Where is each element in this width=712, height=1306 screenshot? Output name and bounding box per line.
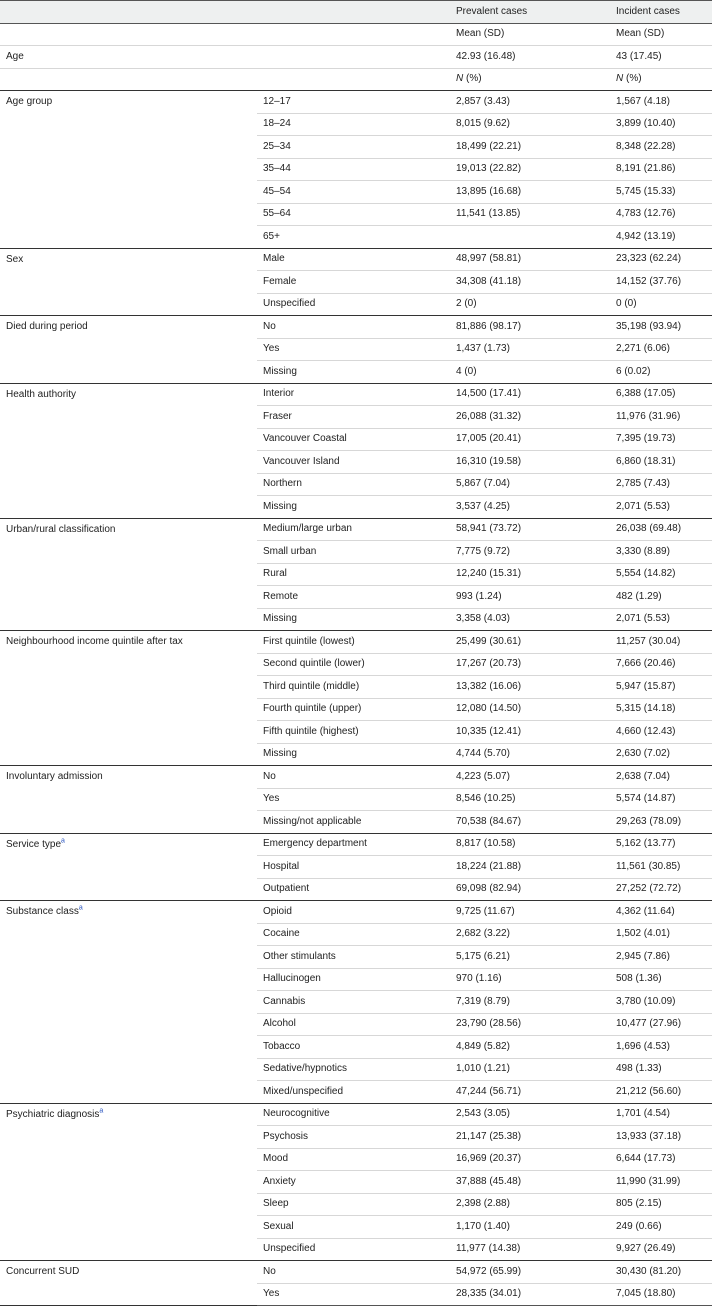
- incident-cell: [610, 68, 712, 91]
- incident-cell: 13,933 (37.18): [610, 1126, 712, 1149]
- subgroup-label: Vancouver Island: [257, 451, 450, 474]
- prevalent-cell: 16,310 (19.58): [450, 451, 610, 474]
- table-row: [0, 383, 712, 406]
- subgroup-label: Small urban: [257, 541, 450, 564]
- prevalent-cell: 42.93 (16.48): [450, 46, 610, 69]
- subgroup-label: First quintile (lowest): [257, 631, 450, 654]
- prevalent-cell: 47,244 (56.71): [450, 1081, 610, 1104]
- subgroup-label: Emergency department: [257, 833, 450, 856]
- incident-cell: 5,554 (14.82): [610, 563, 712, 586]
- subgroup-label: Second quintile (lower): [257, 653, 450, 676]
- table-row: [0, 901, 712, 924]
- subgroup-label: Neurocognitive: [257, 1103, 450, 1126]
- incident-cell: 2,638 (7.04): [610, 766, 712, 789]
- subgroup-label: 65+: [257, 226, 450, 249]
- incident-cell: 2,271 (6.06): [610, 338, 712, 361]
- prevalent-cell: 10,335 (12.41): [450, 721, 610, 744]
- subgroup-label: Yes: [257, 1283, 450, 1306]
- prevalent-cell: 23,790 (28.56): [450, 1013, 610, 1036]
- subgroup-label: Interior: [257, 383, 450, 406]
- pct-label: (%): [463, 73, 482, 85]
- incident-cell: 11,990 (31.99): [610, 1171, 712, 1194]
- incident-cell: 498 (1.33): [610, 1058, 712, 1081]
- prevalent-cell: 25,499 (30.61): [450, 631, 610, 654]
- subgroup-label: Cannabis: [257, 991, 450, 1014]
- group-label-text: Involuntary admission: [6, 771, 103, 782]
- subgroup-label: Yes: [257, 338, 450, 361]
- incident-cell: 26,038 (69.48): [610, 518, 712, 541]
- subgroup-label: 25–34: [257, 136, 450, 159]
- prevalent-cell: 26,088 (31.32): [450, 406, 610, 429]
- incident-cell: 6,644 (17.73): [610, 1148, 712, 1171]
- prevalent-cell: 12,240 (15.31): [450, 563, 610, 586]
- prevalent-cell: 993 (1.24): [450, 586, 610, 609]
- subgroup-label: Outpatient: [257, 878, 450, 901]
- header-prevalent: Prevalent cases: [450, 1, 610, 24]
- prevalent-cell: 17,005 (20.41): [450, 428, 610, 451]
- subgroup-label: Third quintile (middle): [257, 676, 450, 699]
- group-label: [0, 1103, 257, 1261]
- prevalent-cell: 13,895 (16.68): [450, 181, 610, 204]
- prevalent-cell: 970 (1.16): [450, 968, 610, 991]
- subgroup-label: Opioid: [257, 901, 450, 924]
- subgroup-label: No: [257, 1261, 450, 1284]
- table-row: [0, 91, 712, 114]
- subgroup-label: Hallucinogen: [257, 968, 450, 991]
- incident-cell: 5,315 (14.18): [610, 698, 712, 721]
- subgroup-label: Psychosis: [257, 1126, 450, 1149]
- prevalent-cell: [450, 226, 610, 249]
- subgroup-label: Missing: [257, 496, 450, 519]
- incident-cell: 5,947 (15.87): [610, 676, 712, 699]
- subgroup-label: Rural: [257, 563, 450, 586]
- footnote-marker: a: [61, 837, 65, 845]
- prevalent-cell: 8,546 (10.25): [450, 788, 610, 811]
- subgroup-label: Sexual: [257, 1216, 450, 1239]
- subgroup-label: 55–64: [257, 203, 450, 226]
- group-label-text: Substance class: [6, 906, 79, 917]
- row-sub: [257, 46, 450, 69]
- subgroup-label: Cocaine: [257, 923, 450, 946]
- prevalent-cell: 37,888 (45.48): [450, 1171, 610, 1194]
- prevalent-cell: 34,308 (41.18): [450, 271, 610, 294]
- subgroup-label: Female: [257, 271, 450, 294]
- incident-cell: 11,561 (30.85): [610, 856, 712, 879]
- subgroup-label: 45–54: [257, 181, 450, 204]
- incident-cell: 2,630 (7.02): [610, 743, 712, 766]
- incident-cell: 249 (0.66): [610, 1216, 712, 1239]
- table-row: [0, 833, 712, 856]
- subgroup-label: Fifth quintile (highest): [257, 721, 450, 744]
- subgroup-label: Other stimulants: [257, 946, 450, 969]
- group-label-text: Sex: [6, 253, 24, 265]
- pct-label: (%): [623, 73, 642, 85]
- incident-cell: 10,477 (27.96): [610, 1013, 712, 1036]
- prevalent-cell: 70,538 (84.67): [450, 811, 610, 834]
- incident-cell: 6,860 (18.31): [610, 451, 712, 474]
- prevalent-cell: 18,224 (21.88): [450, 856, 610, 879]
- table-row: [0, 1103, 712, 1126]
- incident-cell: 4,660 (12.43): [610, 721, 712, 744]
- incident-cell: 5,574 (14.87): [610, 788, 712, 811]
- prevalent-cell: 7,775 (9.72): [450, 541, 610, 564]
- row-label: [0, 23, 257, 46]
- prevalent-cell: 7,319 (8.79): [450, 991, 610, 1014]
- incident-cell: 14,152 (37.76): [610, 271, 712, 294]
- prevalent-cell: 5,175 (6.21): [450, 946, 610, 969]
- table-row: [0, 631, 712, 654]
- subgroup-label: Yes: [257, 788, 450, 811]
- incident-cell: 21,212 (56.60): [610, 1081, 712, 1104]
- incident-cell: 1,696 (4.53): [610, 1036, 712, 1059]
- prevalent-cell: 11,541 (13.85): [450, 203, 610, 226]
- prevalent-cell: 2,398 (2.88): [450, 1193, 610, 1216]
- prevalent-cell: [450, 68, 610, 91]
- prevalent-cell: 5,867 (7.04): [450, 473, 610, 496]
- incident-cell: 4,362 (11.64): [610, 901, 712, 924]
- subgroup-label: Missing: [257, 608, 450, 631]
- n-label: N: [456, 73, 464, 85]
- subgroup-label: Fraser: [257, 406, 450, 429]
- subgroup-label: Remote: [257, 586, 450, 609]
- incident-cell: 1,567 (4.18): [610, 91, 712, 114]
- subgroup-label: Northern: [257, 473, 450, 496]
- group-label: [0, 766, 257, 834]
- prevalent-cell: 54,972 (65.99): [450, 1261, 610, 1284]
- prevalent-cell: 8,015 (9.62): [450, 113, 610, 136]
- group-label: [0, 1261, 257, 1306]
- group-label: [0, 248, 257, 316]
- incident-cell: 6 (0.02): [610, 361, 712, 384]
- prevalent-cell: 14,500 (17.41): [450, 383, 610, 406]
- header-incident: Incident cases: [610, 1, 712, 24]
- prevalent-cell: 2,543 (3.05): [450, 1103, 610, 1126]
- prevalent-cell: Mean (SD): [450, 23, 610, 46]
- table-row: [0, 23, 712, 46]
- subgroup-label: Mood: [257, 1148, 450, 1171]
- subgroup-label: Anxiety: [257, 1171, 450, 1194]
- subgroup-label: Vancouver Coastal: [257, 428, 450, 451]
- group-label: [0, 316, 257, 384]
- row-sub: [257, 23, 450, 46]
- incident-cell: 8,348 (22.28): [610, 136, 712, 159]
- footnote-marker: a: [78, 904, 83, 912]
- prevalent-cell: 4,849 (5.82): [450, 1036, 610, 1059]
- prevalent-cell: 12,080 (14.50): [450, 698, 610, 721]
- table-row: [0, 46, 712, 69]
- group-label-text: Neighbourhood income quintile after tax: [6, 636, 183, 647]
- subgroup-label: Medium/large urban: [257, 518, 450, 541]
- incident-cell: 482 (1.29): [610, 586, 712, 609]
- prevalent-cell: 17,267 (20.73): [450, 653, 610, 676]
- subgroup-label: Unspecified: [257, 293, 450, 316]
- prevalent-cell: 4 (0): [450, 361, 610, 384]
- incident-cell: 2,785 (7.43): [610, 473, 712, 496]
- incident-cell: 8,191 (21.86): [610, 158, 712, 181]
- incident-cell: 27,252 (72.72): [610, 878, 712, 901]
- incident-cell: 5,745 (15.33): [610, 181, 712, 204]
- incident-cell: 6,388 (17.05): [610, 383, 712, 406]
- incident-cell: 9,927 (26.49): [610, 1238, 712, 1261]
- prevalent-cell: 13,382 (16.06): [450, 676, 610, 699]
- prevalent-cell: 18,499 (22.21): [450, 136, 610, 159]
- prevalent-cell: 21,147 (25.38): [450, 1126, 610, 1149]
- prevalent-cell: 1,437 (1.73): [450, 338, 610, 361]
- n-label: N: [616, 73, 624, 85]
- prevalent-cell: 19,013 (22.82): [450, 158, 610, 181]
- prevalent-cell: 11,977 (14.38): [450, 1238, 610, 1261]
- group-label: [0, 518, 257, 631]
- incident-cell: Mean (SD): [610, 23, 712, 46]
- incident-cell: 2,071 (5.53): [610, 496, 712, 519]
- subgroup-label: No: [257, 316, 450, 339]
- group-label-text: Concurrent SUD: [6, 1266, 80, 1277]
- incident-cell: 5,162 (13.77): [610, 833, 712, 856]
- table-row: [0, 248, 712, 271]
- incident-cell: 0 (0): [610, 293, 712, 316]
- subgroup-label: Missing: [257, 743, 450, 766]
- subgroup-label: Hospital: [257, 856, 450, 879]
- incident-cell: 4,942 (13.19): [610, 226, 712, 249]
- table-row: [0, 68, 712, 91]
- incident-cell: 23,323 (62.24): [610, 248, 712, 271]
- table-row: [0, 1261, 712, 1284]
- subgroup-label: Mixed/unspecified: [257, 1081, 450, 1104]
- prevalent-cell: 1,010 (1.21): [450, 1058, 610, 1081]
- subgroup-label: 35–44: [257, 158, 450, 181]
- incident-cell: 43 (17.45): [610, 46, 712, 69]
- incident-cell: 11,976 (31.96): [610, 406, 712, 429]
- prevalent-cell: 2,857 (3.43): [450, 91, 610, 114]
- row-label: [0, 68, 257, 91]
- prevalent-cell: 81,886 (98.17): [450, 316, 610, 339]
- incident-cell: 2,945 (7.86): [610, 946, 712, 969]
- subgroup-label: Missing/not applicable: [257, 811, 450, 834]
- subgroup-label: 18–24: [257, 113, 450, 136]
- prevalent-cell: 1,170 (1.40): [450, 1216, 610, 1239]
- incident-cell: 3,780 (10.09): [610, 991, 712, 1014]
- group-label-text: Service type: [6, 838, 62, 850]
- prevalent-cell: 16,969 (20.37): [450, 1148, 610, 1171]
- footnote-marker: a: [99, 1107, 104, 1115]
- prevalent-cell: 48,997 (58.81): [450, 248, 610, 271]
- group-label-text: Died during period: [6, 321, 88, 332]
- subgroup-label: Sleep: [257, 1193, 450, 1216]
- header-col2: [257, 1, 450, 24]
- prevalent-cell: 58,941 (73.72): [450, 518, 610, 541]
- incident-cell: 7,666 (20.46): [610, 653, 712, 676]
- group-label-text: Psychiatric diagnosis: [6, 1108, 100, 1120]
- prevalent-cell: 4,744 (5.70): [450, 743, 610, 766]
- prevalent-cell: 28,335 (34.01): [450, 1283, 610, 1306]
- subgroup-label: Male: [257, 248, 450, 271]
- prevalent-cell: 9,725 (11.67): [450, 901, 610, 924]
- header-col1: [0, 1, 257, 24]
- incident-cell: 508 (1.36): [610, 968, 712, 991]
- subgroup-label: No: [257, 766, 450, 789]
- prevalent-cell: 3,537 (4.25): [450, 496, 610, 519]
- prevalent-cell: 4,223 (5.07): [450, 766, 610, 789]
- group-label: [0, 383, 257, 518]
- incident-cell: 4,783 (12.76): [610, 203, 712, 226]
- incident-cell: 1,502 (4.01): [610, 923, 712, 946]
- incident-cell: 29,263 (78.09): [610, 811, 712, 834]
- incident-cell: 7,395 (19.73): [610, 428, 712, 451]
- incident-cell: 7,045 (18.80): [610, 1283, 712, 1306]
- table-row: [0, 518, 712, 541]
- table-header-row: [0, 1, 712, 24]
- subgroup-label: Tobacco: [257, 1036, 450, 1059]
- incident-cell: 1,701 (4.54): [610, 1103, 712, 1126]
- incident-cell: 35,198 (93.94): [610, 316, 712, 339]
- subgroup-label: Alcohol: [257, 1013, 450, 1036]
- prevalent-cell: 2 (0): [450, 293, 610, 316]
- group-label: [0, 91, 257, 249]
- prevalent-cell: 3,358 (4.03): [450, 608, 610, 631]
- incident-cell: 30,430 (81.20): [610, 1261, 712, 1284]
- subgroup-label: Unspecified: [257, 1238, 450, 1261]
- subgroup-label: Sedative/hypnotics: [257, 1058, 450, 1081]
- incident-cell: 11,257 (30.04): [610, 631, 712, 654]
- group-label: [0, 631, 257, 766]
- incident-cell: 3,899 (10.40): [610, 113, 712, 136]
- incident-cell: 2,071 (5.53): [610, 608, 712, 631]
- prevalent-cell: 2,682 (3.22): [450, 923, 610, 946]
- table-row: [0, 766, 712, 789]
- group-label-text: Age group: [6, 96, 53, 107]
- incident-cell: 3,330 (8.89): [610, 541, 712, 564]
- prevalent-cell: 69,098 (82.94): [450, 878, 610, 901]
- prevalent-cell: 8,817 (10.58): [450, 833, 610, 856]
- subgroup-label: Missing: [257, 361, 450, 384]
- row-label: Age: [0, 46, 257, 69]
- subgroup-label: 12–17: [257, 91, 450, 114]
- group-label: [0, 833, 257, 901]
- incident-cell: 805 (2.15): [610, 1193, 712, 1216]
- table-row: [0, 316, 712, 339]
- group-label: [0, 901, 257, 1104]
- group-label-text: Health authority: [6, 388, 77, 400]
- subgroup-label: Fourth quintile (upper): [257, 698, 450, 721]
- row-sub: [257, 68, 450, 91]
- group-label-text: Urban/rural classification: [6, 523, 116, 535]
